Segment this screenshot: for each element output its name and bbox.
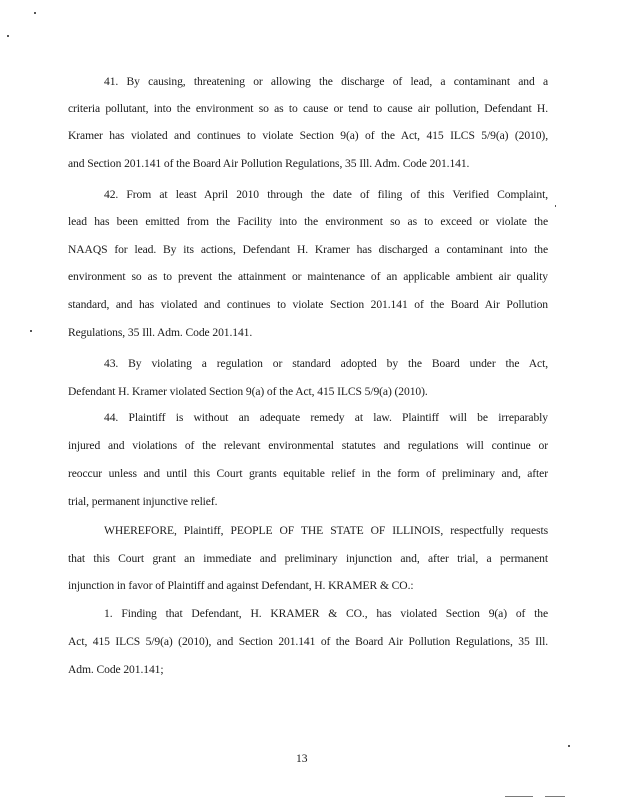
paragraph-44-line-1: 44. Plaintiff is without an adequate remedy at law. Plaintiff will be irreparably — [104, 411, 548, 424]
paragraph-42-line-3: NAAQS for lead. By its actions, Defendant H. Kramer has discharged a contaminant into the — [68, 243, 548, 256]
relief-item-1-line-2: Act, 415 ILCS 5/9(a) (2010), and Section 201.141 of the Board Air Pollution Regulations, 35 Ill. — [68, 635, 548, 648]
scan-speck — [30, 330, 32, 332]
scan-speck — [555, 205, 556, 207]
scan-speck — [34, 12, 36, 14]
paragraph-44-line-4: trial, permanent injunctive relief. — [68, 495, 218, 508]
paragraph-42-line-6: Regulations, 35 Ill. Adm. Code 201.141. — [68, 326, 253, 339]
scan-speck — [7, 35, 9, 37]
paragraph-42-line-2: lead has been emitted from the Facility into the environment so as to exceed or violate the — [68, 215, 548, 228]
scan-edge-mark — [545, 796, 565, 797]
scan-edge-mark — [505, 796, 533, 797]
paragraph-43-line-2: Defendant H. Kramer violated Section 9(a) of the Act, 415 ILCS 5/9(a) (2010). — [68, 385, 428, 398]
wherefore-line-3: injunction in favor of Plaintiff and against Defendant, H. KRAMER & CO.: — [68, 579, 414, 592]
paragraph-41-line-2: criteria pollutant, into the environment so as to cause or tend to cause air pollution, Defendant H. — [68, 102, 548, 115]
wherefore-line-2: that this Court grant an immediate and preliminary injunction and, after trial, a permanent — [68, 552, 548, 565]
paragraph-42-line-4: environment so as to prevent the attainment or maintenance of an applicable ambient air quality — [68, 270, 548, 283]
relief-item-1-line-1: 1. Finding that Defendant, H. KRAMER & CO., has violated Section 9(a) of the — [104, 607, 548, 620]
paragraph-41-line-3: Kramer has violated and continues to violate Section 9(a) of the Act, 415 ILCS 5/9(a) (2010), — [68, 129, 548, 142]
page-number: 13 — [296, 752, 308, 765]
paragraph-41-line-1: 41. By causing, threatening or allowing the discharge of lead, a contaminant and a — [104, 75, 548, 88]
relief-item-1-line-3: Adm. Code 201.141; — [68, 663, 164, 676]
paragraph-43-line-1: 43. By violating a regulation or standard adopted by the Board under the Act, — [104, 357, 548, 370]
paragraph-42-line-1: 42. From at least April 2010 through the date of filing of this Verified Complaint, — [104, 188, 548, 201]
paragraph-42-line-5: standard, and has violated and continues to violate Section 201.141 of the Board Air Pollution — [68, 298, 548, 311]
wherefore-line-1: WHEREFORE, Plaintiff, PEOPLE OF THE STATE OF ILLINOIS, respectfully requests — [104, 524, 548, 537]
paragraph-44-line-2: injured and violations of the relevant environmental statutes and regulations will continue or — [68, 439, 548, 452]
paragraph-44-line-3: reoccur unless and until this Court grants equitable relief in the form of preliminary and, after — [68, 467, 548, 480]
scan-speck — [568, 745, 570, 747]
paragraph-41-line-4: and Section 201.141 of the Board Air Pollution Regulations, 35 Ill. Adm. Code 201.141. — [68, 157, 470, 170]
